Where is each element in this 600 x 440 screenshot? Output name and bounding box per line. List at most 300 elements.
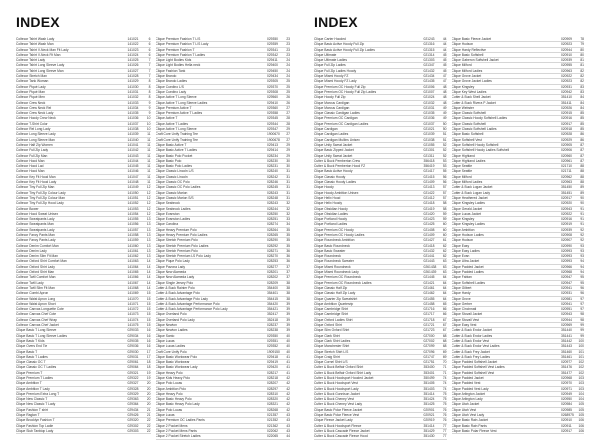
page-number: 11 (147, 158, 151, 163)
product-name: Clique Active T Long Sleeve Ladies (155, 100, 208, 105)
product-code: 021717 (423, 312, 435, 317)
product-code: 028246 (267, 180, 279, 185)
product-name: Clique Padded Softshell Vest Ladies (451, 365, 505, 370)
page-number: 27 (286, 105, 290, 110)
product-name: Clique Milford Ladies (451, 180, 483, 185)
product-name: Cutter & Buck Advantage Performance Polo Lady (155, 307, 228, 312)
product-name: Clique Classic Marion S/S (155, 195, 194, 200)
page-number: 22 (146, 418, 151, 423)
product-code: 022062 (267, 428, 279, 433)
product-code: 029414 (267, 148, 279, 153)
product-code: 020931 (561, 291, 573, 296)
product-name: Clique Ambition T (16, 381, 42, 386)
product-name: Coltecor Tank Woman (16, 79, 49, 84)
page-number: 11 (147, 148, 151, 153)
page-number: 43 (286, 423, 290, 428)
product-code: 020916 (561, 217, 573, 222)
index-entry (156, 434, 291, 439)
product-code: 029322 (127, 376, 139, 380)
product-name: Clique Easy Vest (451, 323, 477, 328)
page-number: 6 (148, 52, 151, 57)
page-number: 39 (286, 317, 290, 322)
product-code: 141043 (127, 153, 139, 158)
page-number: 42 (286, 407, 290, 412)
product-name: Clique Premium OC Hoody (314, 227, 354, 232)
page-number: 59 (442, 217, 447, 222)
page-number: 92 (580, 227, 584, 232)
page-number: 39 (286, 312, 290, 317)
left-index-page (0, 0, 300, 439)
product-code: 028242 (267, 174, 279, 179)
product-name: Clique Basic Workwear (155, 360, 190, 365)
product-name: Clique Grove Jacket (451, 74, 482, 79)
product-name: Coltecor Hood Man (16, 169, 45, 174)
page-number: 106 (578, 418, 584, 423)
page-number: 50 (442, 127, 447, 132)
product-name: Clique Miami Roundneck Lady (314, 270, 359, 275)
page-number: 88 (580, 174, 584, 179)
product-name: Coltecor Tshirt V-Neck Fit Man (16, 52, 61, 57)
product-code: 353400 (423, 365, 435, 370)
product-name: Cutter & Buck Frey Jacket (451, 349, 490, 354)
index-columns (314, 37, 584, 440)
product-name: Cutter & Buck Rivera P Jacket (451, 100, 496, 105)
product-code: 020917 (561, 121, 573, 126)
product-name: Cutter & Buck Hoodsport Fleece (314, 423, 362, 428)
product-code: 029345 (267, 116, 279, 121)
product-name: Clique 2 Pocket Stretch Ladies (155, 434, 201, 439)
product-name: Clique Gilbert (451, 285, 472, 290)
page-number: 84 (580, 105, 584, 110)
page-number: 15 (146, 317, 151, 322)
product-code: 141046 (127, 169, 139, 174)
product-code: 020910 (561, 418, 573, 423)
product-name: Coltecor Sweatpants Lady (16, 227, 55, 232)
product-code: 029031 (127, 354, 139, 359)
product-code: 141034 (127, 105, 139, 110)
product-code: 141064 (127, 264, 139, 269)
product-code: 020923 (561, 79, 573, 84)
product-name: Clique Cardigan Mullins Unisex (314, 137, 360, 142)
page-number: 9 (148, 111, 151, 116)
product-name: Clique Heavy Polo (155, 370, 183, 375)
product-code: 356418 (423, 158, 435, 163)
page-number: 7 (148, 58, 151, 63)
page-number: 13 (146, 217, 151, 222)
product-name: Clique Basic Sweater (314, 248, 346, 253)
product-code: 028244 (267, 206, 279, 211)
product-code: 141065 (127, 270, 139, 275)
page-number: 51 (442, 137, 447, 142)
product-name: Clique Basic T Long Sleeve (16, 328, 57, 333)
product-name: Clique Premium Fashion T (155, 47, 195, 52)
product-code: 141026 (127, 63, 139, 68)
page-number: 62 (442, 243, 447, 248)
product-code: 028207 (267, 381, 279, 386)
page-number: 97 (580, 301, 584, 306)
product-name: Cutter & Buck Shell Jacket (451, 95, 491, 100)
product-name: Clique Ultra Jacket (451, 259, 480, 264)
product-code: 141042 (127, 148, 139, 153)
product-code: 350499 (423, 376, 435, 380)
page-number: 99 (580, 333, 584, 338)
product-name: Clique Basic Polo Pocket (155, 153, 193, 158)
product-name: Coltecor Piqué Man (16, 89, 45, 94)
product-code: 021037 (423, 121, 435, 126)
product-code: 1900678 (267, 137, 280, 142)
product-name: Cutter & Buck Logan Lady (451, 190, 490, 195)
page-number: 99 (580, 323, 584, 328)
product-name: Clique Key West Ladies (451, 89, 487, 94)
product-name: Clique Marcus Cardigan (314, 105, 350, 110)
page-number: 16 (146, 338, 151, 343)
product-code: 020931 (561, 84, 573, 89)
page-number: 47 (442, 74, 447, 79)
product-name: Clique Fashion Tank (155, 68, 186, 73)
product-name: Cutter & Buck Cheney Vest Lady (314, 402, 363, 407)
product-name: Clique Kingsley (451, 217, 475, 222)
product-name: Clique Oxford Shirt (314, 323, 342, 328)
product-code: 021445 (423, 275, 435, 280)
product-name: Clique Clark Shirt (314, 333, 340, 338)
product-code: 351405 (423, 381, 435, 386)
page-number: 32 (286, 201, 290, 206)
page-number: 21 (146, 413, 151, 418)
product-code: 141035 (127, 111, 139, 116)
product-name: Clique Padded Softshell Jacket (451, 360, 498, 365)
product-code: 021314 (423, 52, 435, 57)
product-code: 020915 (561, 111, 573, 116)
product-code: 351461 (561, 354, 573, 359)
page-number: 36 (286, 259, 290, 264)
product-name: Clique Cuedino L/S (155, 84, 184, 89)
product-name: Clique Basic Rain Pants (451, 423, 487, 428)
page-number: 64 (442, 285, 447, 290)
product-code: 029034 (127, 333, 139, 338)
page-number: 94 (580, 270, 584, 275)
product-code: 141066 (127, 275, 139, 280)
product-name: Coltecor Oxford Shirt Comfort Man (16, 259, 67, 264)
product-code: 351429 (423, 428, 435, 433)
page-number: 16 (146, 333, 151, 338)
product-code: 029560 (267, 95, 279, 100)
index-column (314, 37, 447, 440)
page-number: 29 (286, 127, 290, 132)
product-code: 141032 (127, 95, 139, 100)
product-name: Coltecor Waist Apron Long (16, 296, 56, 301)
product-code: 020944 (561, 47, 573, 52)
product-name: Coltecor Twill Lady (16, 280, 44, 285)
page-number: 8 (148, 95, 151, 100)
page-number: 74 (442, 381, 447, 386)
product-code: 028321 (267, 402, 279, 407)
product-code: 020985 (561, 407, 573, 412)
page-number: 20 (146, 402, 151, 407)
page-number: 100 (578, 344, 584, 349)
product-code: 141025 (127, 58, 139, 63)
product-code: 020941 (561, 285, 573, 290)
index-column (156, 37, 291, 440)
product-code: 028202 (267, 275, 279, 280)
product-name: Coltecor Rel Long Lady (16, 127, 51, 132)
page-number: 13 (146, 227, 151, 232)
product-name: Cutter & Buck Rainier Polo (155, 285, 195, 290)
page-number: 94 (580, 259, 584, 264)
page-number: 20 (146, 381, 151, 386)
product-code: 020923 (561, 42, 573, 47)
product-code: 020928 (561, 132, 573, 137)
product-name: Coltecor Stretch Man (16, 74, 47, 79)
page-number: 31 (286, 185, 290, 190)
product-code: 020901 (423, 407, 435, 412)
product-code: 029418 (267, 354, 279, 359)
product-code: 020921 (423, 413, 435, 418)
product-name: Clique Premium OC Hoody Full Zip Ladies (314, 89, 377, 94)
product-code: 021747 (423, 354, 435, 359)
page-number: 23 (286, 37, 290, 41)
product-code: 020922 (561, 211, 573, 216)
product-code: 021352 (267, 418, 279, 423)
product-name: Clique Basic Polar Fleece Vest (314, 413, 360, 418)
product-name: Clique Hardy (451, 291, 471, 296)
page-number: 39 (286, 328, 290, 333)
product-code: 141030 (127, 84, 139, 89)
page-number: 33 (286, 217, 290, 222)
product-code: 028310 (267, 391, 279, 396)
product-code: 028230 (267, 158, 279, 163)
product-name: Clique Basic Polo (155, 158, 182, 163)
page-number: 12 (146, 211, 151, 216)
product-name: Clique Unity Sweat Jacket (314, 142, 353, 147)
product-code: 029426 (127, 413, 139, 418)
product-code: 141068 (127, 285, 139, 290)
product-name: Coltecor Sweatpants Lady (16, 217, 55, 222)
product-name: Clique Miami Roundneck (314, 264, 351, 269)
product-code: 029359 (267, 42, 279, 47)
product-name: Coltecor Combi Apron (16, 291, 49, 296)
product-code: 351477 (561, 370, 573, 375)
product-code: 020920 (561, 201, 573, 206)
product-name: Clique Padded Softshell Vest (451, 370, 495, 375)
page-number: 103 (578, 386, 584, 391)
page-number: 51 (442, 132, 447, 137)
product-name: Clique Hudson (451, 238, 474, 243)
page-number: 85 (580, 127, 584, 132)
page-number: 44 (442, 42, 447, 47)
product-code: 029329 (127, 391, 139, 396)
product-name: Clique Basic Roundneck (314, 243, 350, 248)
product-code: 021243 (423, 37, 435, 41)
page-number: 31 (286, 195, 290, 200)
page-number: 97 (580, 296, 584, 301)
product-code: 141029 (127, 79, 139, 84)
product-name: Clique Slim Oxford Shirt (314, 328, 350, 333)
product-name: Clique Gaberon Softshell Jacket (451, 58, 499, 63)
product-name: Clique Lucas Jacket (451, 211, 482, 216)
product-name: Clique Roundneck Sweater (314, 259, 354, 264)
product-code: 029321 (127, 370, 139, 375)
product-code: 141023 (127, 47, 139, 52)
page-number: 20 (146, 391, 151, 396)
product-code: 020984 (561, 402, 573, 407)
page-number: 89 (580, 190, 584, 195)
product-code: 141061 (127, 248, 139, 253)
page-number: 42 (286, 386, 290, 391)
product-code: 351441 (561, 333, 573, 338)
page-number: 22 (146, 428, 151, 433)
page-number: 39 (286, 323, 290, 328)
product-name: Cutter & Buck Belfair Oxford Shirt Lady (314, 370, 372, 375)
page-number: 56 (442, 174, 447, 179)
product-code: 141044 (127, 158, 139, 163)
product-code: 020962 (561, 174, 573, 179)
product-code: 028297 (267, 386, 279, 391)
page-number: 35 (286, 232, 290, 237)
product-name: Clique Basic Workwear Lady (155, 365, 198, 370)
product-name: Cutter & Buck Gunnison Jacket (314, 391, 360, 396)
page-number: 106 (578, 428, 584, 433)
page-number: 81 (580, 58, 584, 63)
product-code: 020950 (561, 397, 573, 402)
product-name: Clique Cambridge Shirt (314, 307, 349, 312)
page-number: 21 (146, 407, 151, 412)
page-number: 66 (442, 307, 447, 312)
product-code: 141056 (127, 222, 139, 227)
product-name: Clique Lucas (155, 338, 175, 343)
product-name: Clique Premium OC Hoody Full Zip (314, 84, 366, 89)
product-code: 141069 (127, 291, 139, 296)
page-number: 80 (580, 47, 584, 52)
product-code: 029352 (267, 344, 279, 349)
product-name: Coltecor Denim Lady (16, 248, 47, 253)
product-name: Coltecor Half Zip Women (16, 142, 53, 147)
product-code: 028243 (267, 201, 279, 206)
product-code: 021461 (423, 285, 435, 290)
page-number: 57 (442, 195, 447, 200)
page-number: 74 (442, 386, 447, 391)
product-name: Cutter & Buck Cascade Fleece Jacket (314, 428, 370, 433)
page-number: 96 (580, 291, 584, 296)
product-code: 028265 (267, 232, 279, 237)
product-name: Clique Evanston Ladies (155, 217, 191, 222)
product-code: 020961 (561, 158, 573, 163)
product-code: 021423 (423, 217, 435, 222)
product-name: Clique Utah Vest Lady (451, 413, 485, 418)
product-code: 029434 (267, 74, 279, 79)
product-name: Clique Roundneck Ambition (314, 238, 355, 243)
product-name: Clique Hudson (451, 42, 474, 47)
product-code: 141072 (127, 307, 139, 312)
product-code: 020910 (561, 52, 573, 57)
product-name: Cutter & Buck Hoodsport Lady (314, 386, 359, 391)
page-number: 105 (578, 413, 584, 418)
page-number: 101 (578, 349, 584, 354)
product-code: 020917 (561, 195, 573, 200)
product-name: Coltecor Piqué Lady (16, 84, 46, 89)
page-number: 105 (578, 402, 584, 407)
page-number: 77 (442, 434, 447, 439)
page-number: 77 (442, 423, 447, 428)
page-number: 37 (286, 270, 290, 275)
page-number: 95 (580, 275, 584, 280)
product-code: 028274 (267, 222, 279, 227)
product-code: 141021 (127, 37, 139, 41)
product-name: Craft Core Unify Training Tee (155, 132, 198, 137)
page-number: 75 (442, 402, 447, 407)
product-code: 028277 (267, 264, 279, 269)
product-name: Clique Light Bodies Hella neck (155, 63, 201, 68)
page-number: 63 (442, 259, 447, 264)
product-code: 020943 (561, 312, 573, 317)
page-number: 25 (286, 79, 290, 84)
page-number: 6 (148, 42, 151, 47)
product-name: Coltecor Sweatpants Man (16, 222, 54, 227)
product-code: 021723 (423, 328, 435, 333)
product-code: 020942 (561, 89, 573, 94)
product-code: 141039 (127, 132, 139, 137)
product-code: 028231 (267, 164, 279, 169)
page-number: 14 (146, 285, 151, 290)
product-code: 021716 (423, 307, 435, 312)
page-number: 31 (286, 180, 290, 185)
product-name: Cutter & Buck Frey Ladies (451, 354, 490, 359)
page-number: 24 (286, 58, 290, 63)
page-number: 13 (146, 232, 151, 237)
product-code: 020922 (561, 74, 573, 79)
product-name: Clique Brooklyn Fashion T (16, 418, 55, 423)
product-name: Clique 2 Pocket Mens Pants (155, 428, 197, 433)
product-code: 029450 (267, 68, 279, 73)
product-code: 028201 (267, 270, 279, 275)
product-name: Clique Portland Hoody (314, 217, 347, 222)
page-number: 12 (146, 190, 151, 195)
product-code: 021409 (423, 180, 435, 185)
product-name: Clique Heavy Premium Polo Ladies (155, 232, 208, 237)
product-code: 029363 (127, 397, 139, 402)
page-number: 99 (580, 328, 584, 333)
page-number: 41 (286, 370, 290, 375)
product-name: Clique Gerald Jacket (451, 206, 483, 211)
product-code: 028248 (267, 195, 279, 200)
product-code: 351460 (561, 349, 573, 354)
product-name: Clique Cambridge Shirt (314, 312, 349, 317)
page-number: 56 (442, 180, 447, 185)
product-code: 028217 (267, 370, 279, 375)
product-name: Clique Marcus Cardigan (314, 100, 350, 105)
product-code: 356419 (423, 164, 435, 169)
product-code: 021024 (423, 95, 435, 100)
product-name: Coltecor Tiny Full Zip Colour Man (16, 195, 65, 200)
product-name: Clique Active T Long Sleeve (155, 95, 197, 100)
product-name: Clique Padded Jacket (451, 264, 484, 269)
product-name: Clique Premium OC Cardigan (314, 116, 358, 121)
page-number: 84 (580, 95, 584, 100)
page-number: 82 (580, 79, 584, 84)
product-name: Clique Premium Fashion T L/S Lady (155, 42, 209, 47)
product-code: 141057 (127, 227, 139, 232)
product-code: 021455 (423, 296, 435, 301)
product-code: 020993 (561, 254, 573, 259)
product-code: 020955 (561, 63, 573, 68)
product-code: 021039 (423, 132, 435, 137)
product-code: 028268 (267, 407, 279, 412)
page-number: 11 (147, 180, 151, 185)
product-name: Clique Craig Shirt (314, 354, 340, 359)
product-name: Clique Full Zip Ladies Hoody (314, 68, 357, 73)
product-code: 354421 (267, 307, 279, 312)
product-name: Clique Ambition Quarterzip (314, 301, 354, 306)
page-number: 97 (580, 307, 584, 312)
